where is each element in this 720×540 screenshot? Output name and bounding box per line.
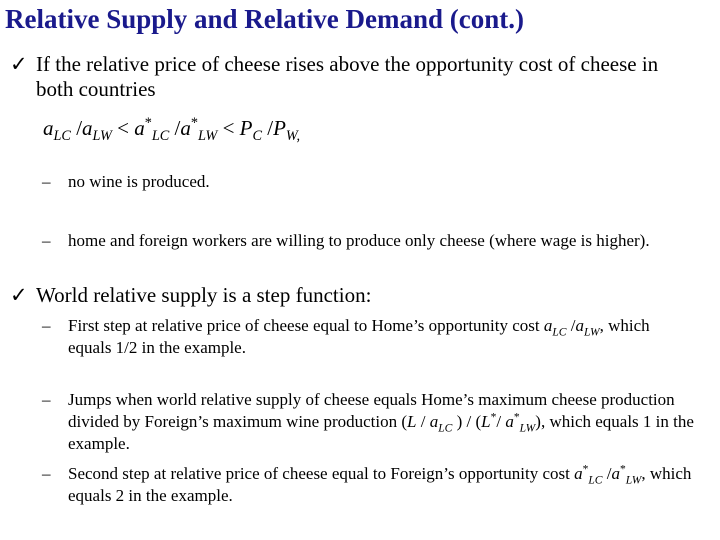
sub-point-second-step bbox=[42, 463, 697, 507]
sub-point-text: no wine is produced. bbox=[68, 172, 210, 191]
slide-title: Relative Supply and Relative Demand (cont.) bbox=[5, 4, 524, 34]
inequality-formula: $a_{LC}$ $/a_{LW} < a^*_{LC}$ $/a^*_{LW} < P_C$ $/P_{W,}$ bbox=[43, 115, 301, 145]
dash-marker: – bbox=[42, 316, 51, 335]
checkmark-icon: ✓ bbox=[10, 52, 28, 76]
sub-point-jumps bbox=[42, 389, 697, 455]
dash-marker: – bbox=[42, 390, 51, 409]
sub-point-text: Second step at relative price of cheese equal to Foreign’s opportunity cost $a^*_{LC}$ $/a^*_{LW}$, which equals 2 in the example. bbox=[68, 462, 692, 505]
sub-point-text: home and foreign workers are willing to produce only cheese (where wage is higher). bbox=[68, 231, 650, 250]
bullet-text: If the relative price of cheese rises above the opportunity cost of cheese in both countries bbox=[36, 52, 659, 101]
dash-marker: – bbox=[42, 172, 51, 191]
sub-point-text: Jumps when world relative supply of cheese equals Home’s maximum cheese production divided by Foreign’s maximum wine production ($L / a_{LC}$ ) / (L*/ $a^*_{LW}$), which equals 1 in the example. bbox=[68, 390, 694, 453]
sub-point-first-step bbox=[42, 315, 697, 359]
dash-marker: – bbox=[42, 231, 51, 250]
sub-point-only-cheese bbox=[42, 230, 697, 252]
bullet-step-function bbox=[10, 283, 700, 308]
dash-marker: – bbox=[42, 464, 51, 483]
sub-point-no-wine bbox=[42, 171, 697, 193]
bullet-relative-price bbox=[10, 52, 700, 102]
bullet-text: World relative supply is a step function: bbox=[36, 283, 372, 307]
sub-point-text: First step at relative price of cheese equal to Home’s opportunity cost $a_{LC}$ $/a_{LW}$, which equals 1/2 in the example. bbox=[68, 316, 650, 357]
checkmark-icon: ✓ bbox=[10, 283, 28, 307]
